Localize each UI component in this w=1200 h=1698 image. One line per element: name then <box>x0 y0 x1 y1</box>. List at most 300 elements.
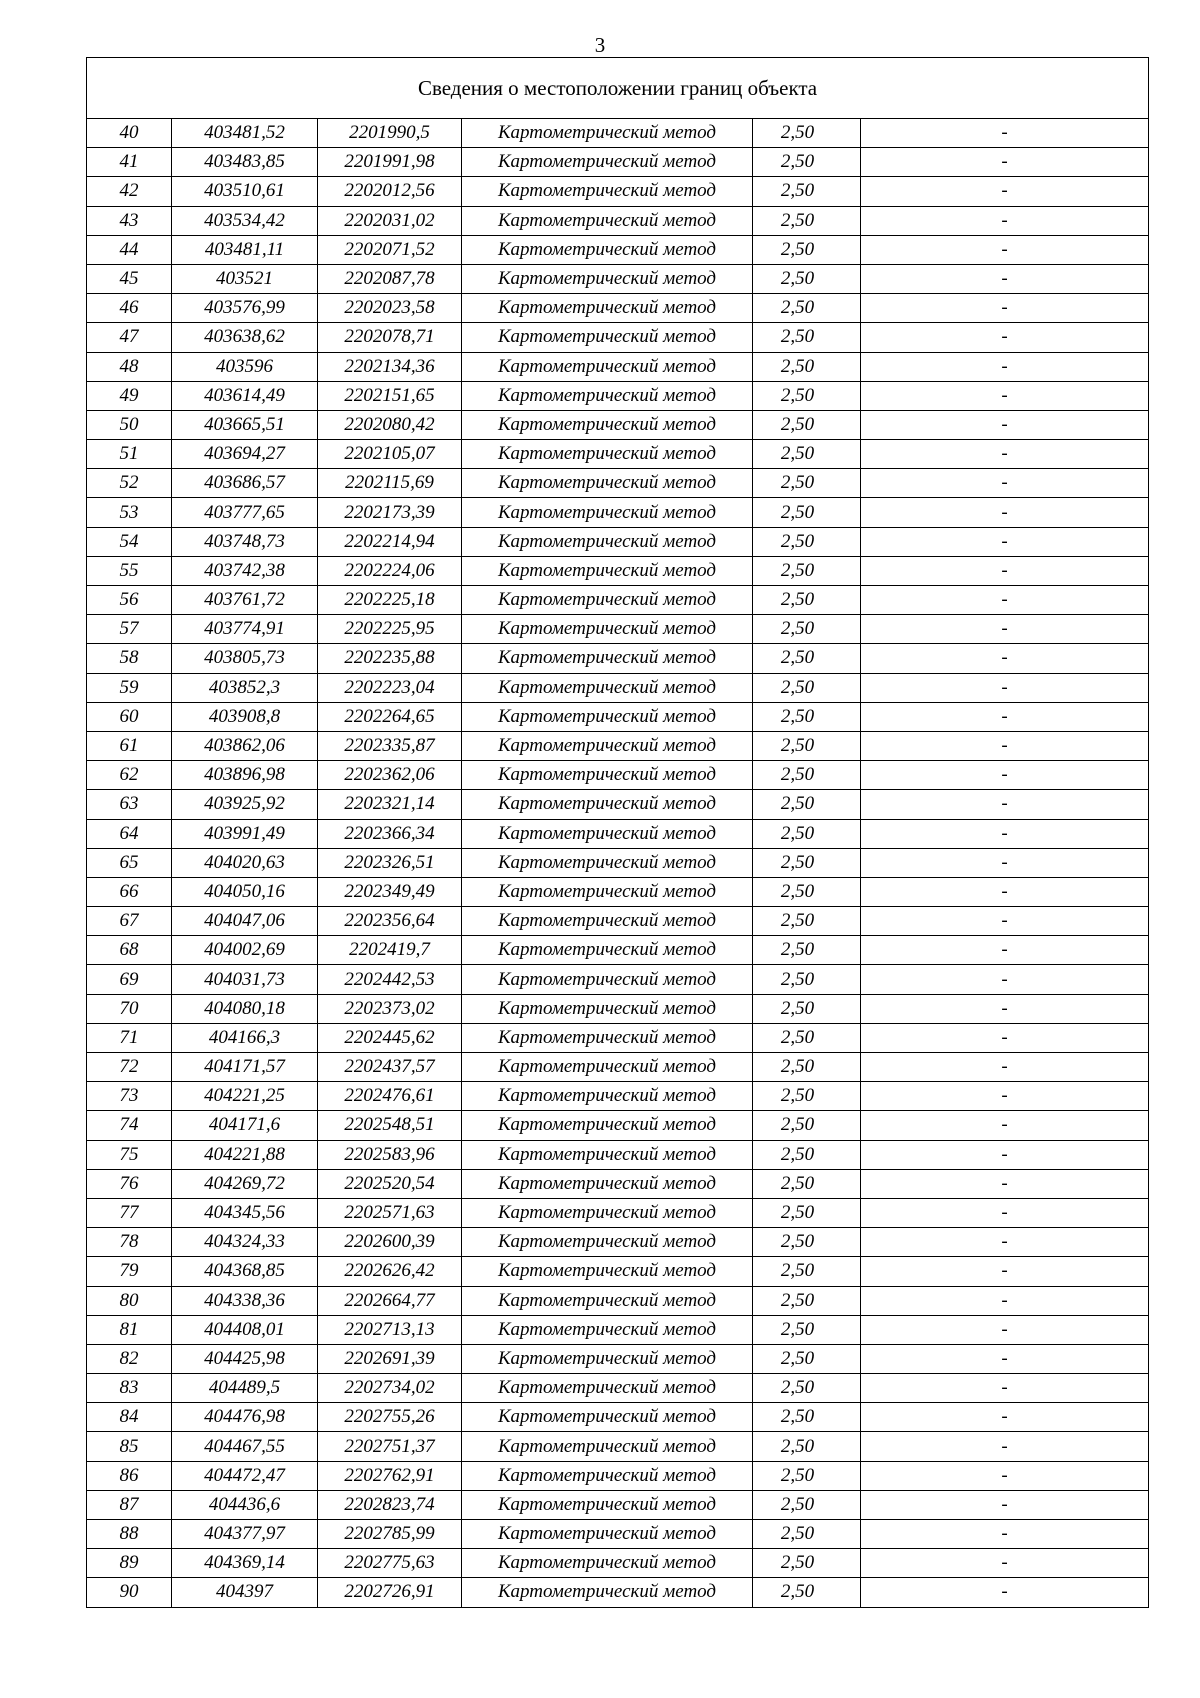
description-cell: - <box>861 1461 1149 1490</box>
accuracy-cell: 2,50 <box>753 1198 861 1227</box>
table-row <box>87 264 1149 293</box>
table-row <box>87 1549 1149 1578</box>
y-coordinate-cell: 2202419,7 <box>318 936 462 965</box>
x-coordinate-cell: 403761,72 <box>172 586 318 615</box>
description-cell: - <box>861 235 1149 264</box>
table-row <box>87 440 1149 469</box>
description-cell: - <box>861 615 1149 644</box>
accuracy-cell: 2,50 <box>753 410 861 439</box>
point-number-cell: 87 <box>87 1490 172 1519</box>
point-number-cell: 84 <box>87 1403 172 1432</box>
method-cell: Картометрический метод <box>462 907 753 936</box>
point-number-cell: 71 <box>87 1023 172 1052</box>
description-cell: - <box>861 673 1149 702</box>
point-number-cell: 81 <box>87 1315 172 1344</box>
point-number-cell: 83 <box>87 1374 172 1403</box>
y-coordinate-cell: 2202264,65 <box>318 702 462 731</box>
table-row <box>87 965 1149 994</box>
point-number-cell: 70 <box>87 994 172 1023</box>
method-cell: Картометрический метод <box>462 1286 753 1315</box>
y-coordinate-cell: 2202080,42 <box>318 410 462 439</box>
description-cell: - <box>861 702 1149 731</box>
description-cell: - <box>861 294 1149 323</box>
method-cell: Картометрический метод <box>462 527 753 556</box>
table-row <box>87 936 1149 965</box>
method-cell: Картометрический метод <box>462 819 753 848</box>
description-cell: - <box>861 323 1149 352</box>
description-cell: - <box>861 440 1149 469</box>
description-cell: - <box>861 206 1149 235</box>
accuracy-cell: 2,50 <box>753 1169 861 1198</box>
point-number-cell: 65 <box>87 848 172 877</box>
y-coordinate-cell: 2201990,5 <box>318 119 462 148</box>
x-coordinate-cell: 404377,97 <box>172 1520 318 1549</box>
table-row <box>87 410 1149 439</box>
table-row <box>87 294 1149 323</box>
method-cell: Картометрический метод <box>462 1257 753 1286</box>
x-coordinate-cell: 404324,33 <box>172 1228 318 1257</box>
description-cell: - <box>861 965 1149 994</box>
accuracy-cell: 2,50 <box>753 1111 861 1140</box>
accuracy-cell: 2,50 <box>753 936 861 965</box>
point-number-cell: 85 <box>87 1432 172 1461</box>
y-coordinate-cell: 2202326,51 <box>318 848 462 877</box>
point-number-cell: 56 <box>87 586 172 615</box>
table-row <box>87 731 1149 760</box>
point-number-cell: 76 <box>87 1169 172 1198</box>
x-coordinate-cell: 403614,49 <box>172 381 318 410</box>
description-cell: - <box>861 761 1149 790</box>
y-coordinate-cell: 2202115,69 <box>318 469 462 498</box>
accuracy-cell: 2,50 <box>753 615 861 644</box>
point-number-cell: 52 <box>87 469 172 498</box>
x-coordinate-cell: 404369,14 <box>172 1549 318 1578</box>
method-cell: Картометрический метод <box>462 1023 753 1052</box>
method-cell: Картометрический метод <box>462 1169 753 1198</box>
method-cell: Картометрический метод <box>462 1403 753 1432</box>
y-coordinate-cell: 2202335,87 <box>318 731 462 760</box>
point-number-cell: 74 <box>87 1111 172 1140</box>
x-coordinate-cell: 403481,11 <box>172 235 318 264</box>
point-number-cell: 90 <box>87 1578 172 1607</box>
method-cell: Картометрический метод <box>462 586 753 615</box>
accuracy-cell: 2,50 <box>753 294 861 323</box>
x-coordinate-cell: 403991,49 <box>172 819 318 848</box>
description-cell: - <box>861 352 1149 381</box>
x-coordinate-cell: 404020,63 <box>172 848 318 877</box>
point-number-cell: 79 <box>87 1257 172 1286</box>
table-row <box>87 586 1149 615</box>
point-number-cell: 43 <box>87 206 172 235</box>
y-coordinate-cell: 2202012,56 <box>318 177 462 206</box>
table-row <box>87 1169 1149 1198</box>
method-cell: Картометрический метод <box>462 469 753 498</box>
accuracy-cell: 2,50 <box>753 1490 861 1519</box>
table-row <box>87 1344 1149 1373</box>
description-cell: - <box>861 644 1149 673</box>
x-coordinate-cell: 403521 <box>172 264 318 293</box>
point-number-cell: 63 <box>87 790 172 819</box>
x-coordinate-cell: 403510,61 <box>172 177 318 206</box>
y-coordinate-cell: 2202437,57 <box>318 1053 462 1082</box>
accuracy-cell: 2,50 <box>753 381 861 410</box>
accuracy-cell: 2,50 <box>753 994 861 1023</box>
y-coordinate-cell: 2202755,26 <box>318 1403 462 1432</box>
y-coordinate-cell: 2202476,61 <box>318 1082 462 1111</box>
accuracy-cell: 2,50 <box>753 323 861 352</box>
accuracy-cell: 2,50 <box>753 1053 861 1082</box>
method-cell: Картометрический метод <box>462 1315 753 1344</box>
accuracy-cell: 2,50 <box>753 1403 861 1432</box>
point-number-cell: 42 <box>87 177 172 206</box>
table-row <box>87 381 1149 410</box>
description-cell: - <box>861 994 1149 1023</box>
point-number-cell: 46 <box>87 294 172 323</box>
x-coordinate-cell: 403896,98 <box>172 761 318 790</box>
method-cell: Картометрический метод <box>462 352 753 381</box>
accuracy-cell: 2,50 <box>753 848 861 877</box>
point-number-cell: 68 <box>87 936 172 965</box>
description-cell: - <box>861 1228 1149 1257</box>
accuracy-cell: 2,50 <box>753 731 861 760</box>
accuracy-cell: 2,50 <box>753 1520 861 1549</box>
method-cell: Картометрический метод <box>462 498 753 527</box>
description-cell: - <box>861 381 1149 410</box>
table-row <box>87 1315 1149 1344</box>
y-coordinate-cell: 2202214,94 <box>318 527 462 556</box>
description-cell: - <box>861 119 1149 148</box>
accuracy-cell: 2,50 <box>753 819 861 848</box>
table-row <box>87 1403 1149 1432</box>
table-row <box>87 1257 1149 1286</box>
description-cell: - <box>861 469 1149 498</box>
accuracy-cell: 2,50 <box>753 440 861 469</box>
accuracy-cell: 2,50 <box>753 1082 861 1111</box>
description-cell: - <box>861 1374 1149 1403</box>
x-coordinate-cell: 403483,85 <box>172 148 318 177</box>
y-coordinate-cell: 2202775,63 <box>318 1549 462 1578</box>
method-cell: Картометрический метод <box>462 673 753 702</box>
y-coordinate-cell: 2202785,99 <box>318 1520 462 1549</box>
accuracy-cell: 2,50 <box>753 907 861 936</box>
accuracy-cell: 2,50 <box>753 877 861 906</box>
x-coordinate-cell: 404476,98 <box>172 1403 318 1432</box>
x-coordinate-cell: 403638,62 <box>172 323 318 352</box>
description-cell: - <box>861 1257 1149 1286</box>
method-cell: Картометрический метод <box>462 556 753 585</box>
accuracy-cell: 2,50 <box>753 469 861 498</box>
x-coordinate-cell: 404171,6 <box>172 1111 318 1140</box>
x-coordinate-cell: 403534,42 <box>172 206 318 235</box>
accuracy-cell: 2,50 <box>753 1432 861 1461</box>
x-coordinate-cell: 404080,18 <box>172 994 318 1023</box>
table-row <box>87 761 1149 790</box>
y-coordinate-cell: 2202664,77 <box>318 1286 462 1315</box>
y-coordinate-cell: 2202734,02 <box>318 1374 462 1403</box>
table-row <box>87 177 1149 206</box>
point-number-cell: 75 <box>87 1140 172 1169</box>
method-cell: Картометрический метод <box>462 790 753 819</box>
table-row <box>87 1228 1149 1257</box>
table-title: Сведения о местоположении границ объекта <box>87 58 1149 119</box>
description-cell: - <box>861 586 1149 615</box>
y-coordinate-cell: 2202823,74 <box>318 1490 462 1519</box>
description-cell: - <box>861 1520 1149 1549</box>
method-cell: Картометрический метод <box>462 731 753 760</box>
point-number-cell: 86 <box>87 1461 172 1490</box>
description-cell: - <box>861 264 1149 293</box>
method-cell: Картометрический метод <box>462 1490 753 1519</box>
accuracy-cell: 2,50 <box>753 177 861 206</box>
point-number-cell: 78 <box>87 1228 172 1257</box>
x-coordinate-cell: 404166,3 <box>172 1023 318 1052</box>
description-cell: - <box>861 1403 1149 1432</box>
point-number-cell: 50 <box>87 410 172 439</box>
x-coordinate-cell: 404467,55 <box>172 1432 318 1461</box>
accuracy-cell: 2,50 <box>753 206 861 235</box>
description-cell: - <box>861 790 1149 819</box>
table-row <box>87 1140 1149 1169</box>
accuracy-cell: 2,50 <box>753 1344 861 1373</box>
description-cell: - <box>861 848 1149 877</box>
method-cell: Картометрический метод <box>462 1461 753 1490</box>
table-row <box>87 1198 1149 1227</box>
point-number-cell: 53 <box>87 498 172 527</box>
point-number-cell: 54 <box>87 527 172 556</box>
point-number-cell: 49 <box>87 381 172 410</box>
y-coordinate-cell: 2202105,07 <box>318 440 462 469</box>
x-coordinate-cell: 404489,5 <box>172 1374 318 1403</box>
accuracy-cell: 2,50 <box>753 1023 861 1052</box>
x-coordinate-cell: 404002,69 <box>172 936 318 965</box>
x-coordinate-cell: 404368,85 <box>172 1257 318 1286</box>
y-coordinate-cell: 2202762,91 <box>318 1461 462 1490</box>
y-coordinate-cell: 2202349,49 <box>318 877 462 906</box>
table-row <box>87 1490 1149 1519</box>
description-cell: - <box>861 1169 1149 1198</box>
accuracy-cell: 2,50 <box>753 527 861 556</box>
table-row <box>87 848 1149 877</box>
method-cell: Картометрический метод <box>462 1578 753 1607</box>
table-row <box>87 1578 1149 1607</box>
method-cell: Картометрический метод <box>462 206 753 235</box>
x-coordinate-cell: 404397 <box>172 1578 318 1607</box>
method-cell: Картометрический метод <box>462 1198 753 1227</box>
method-cell: Картометрический метод <box>462 1549 753 1578</box>
table-row <box>87 498 1149 527</box>
method-cell: Картометрический метод <box>462 381 753 410</box>
point-number-cell: 58 <box>87 644 172 673</box>
y-coordinate-cell: 2202713,13 <box>318 1315 462 1344</box>
x-coordinate-cell: 403665,51 <box>172 410 318 439</box>
table-row <box>87 907 1149 936</box>
accuracy-cell: 2,50 <box>753 1578 861 1607</box>
x-coordinate-cell: 403576,99 <box>172 294 318 323</box>
y-coordinate-cell: 2202321,14 <box>318 790 462 819</box>
table-row <box>87 323 1149 352</box>
y-coordinate-cell: 2202366,34 <box>318 819 462 848</box>
method-cell: Картометрический метод <box>462 761 753 790</box>
y-coordinate-cell: 2202225,95 <box>318 615 462 644</box>
point-number-cell: 69 <box>87 965 172 994</box>
table-row <box>87 819 1149 848</box>
y-coordinate-cell: 2202225,18 <box>318 586 462 615</box>
table-body <box>87 119 1149 1608</box>
method-cell: Картометрический метод <box>462 323 753 352</box>
point-number-cell: 62 <box>87 761 172 790</box>
description-cell: - <box>861 1140 1149 1169</box>
accuracy-cell: 2,50 <box>753 586 861 615</box>
table-row <box>87 235 1149 264</box>
accuracy-cell: 2,50 <box>753 1140 861 1169</box>
table-row <box>87 1023 1149 1052</box>
y-coordinate-cell: 2202023,58 <box>318 294 462 323</box>
y-coordinate-cell: 2202087,78 <box>318 264 462 293</box>
point-number-cell: 45 <box>87 264 172 293</box>
y-coordinate-cell: 2202134,36 <box>318 352 462 381</box>
point-number-cell: 47 <box>87 323 172 352</box>
accuracy-cell: 2,50 <box>753 235 861 264</box>
point-number-cell: 89 <box>87 1549 172 1578</box>
y-coordinate-cell: 2202751,37 <box>318 1432 462 1461</box>
description-cell: - <box>861 527 1149 556</box>
page-number: 3 <box>594 33 606 57</box>
y-coordinate-cell: 2202726,91 <box>318 1578 462 1607</box>
point-number-cell: 48 <box>87 352 172 381</box>
y-coordinate-cell: 2202173,39 <box>318 498 462 527</box>
point-number-cell: 64 <box>87 819 172 848</box>
method-cell: Картометрический метод <box>462 936 753 965</box>
description-cell: - <box>861 410 1149 439</box>
accuracy-cell: 2,50 <box>753 673 861 702</box>
description-cell: - <box>861 1432 1149 1461</box>
y-coordinate-cell: 2202078,71 <box>318 323 462 352</box>
description-cell: - <box>861 177 1149 206</box>
description-cell: - <box>861 1023 1149 1052</box>
y-coordinate-cell: 2202151,65 <box>318 381 462 410</box>
accuracy-cell: 2,50 <box>753 644 861 673</box>
x-coordinate-cell: 404221,88 <box>172 1140 318 1169</box>
y-coordinate-cell: 2202571,63 <box>318 1198 462 1227</box>
method-cell: Картометрический метод <box>462 177 753 206</box>
method-cell: Картометрический метод <box>462 1111 753 1140</box>
x-coordinate-cell: 403748,73 <box>172 527 318 556</box>
point-number-cell: 88 <box>87 1520 172 1549</box>
point-number-cell: 55 <box>87 556 172 585</box>
table-row <box>87 1461 1149 1490</box>
x-coordinate-cell: 404345,56 <box>172 1198 318 1227</box>
point-number-cell: 80 <box>87 1286 172 1315</box>
y-coordinate-cell: 2202583,96 <box>318 1140 462 1169</box>
description-cell: - <box>861 731 1149 760</box>
method-cell: Картометрический метод <box>462 294 753 323</box>
description-cell: - <box>861 936 1149 965</box>
y-coordinate-cell: 2202691,39 <box>318 1344 462 1373</box>
method-cell: Картометрический метод <box>462 235 753 264</box>
y-coordinate-cell: 2202223,04 <box>318 673 462 702</box>
y-coordinate-cell: 2202548,51 <box>318 1111 462 1140</box>
description-cell: - <box>861 819 1149 848</box>
table-row <box>87 556 1149 585</box>
method-cell: Картометрический метод <box>462 994 753 1023</box>
y-coordinate-cell: 2202235,88 <box>318 644 462 673</box>
method-cell: Картометрический метод <box>462 1344 753 1373</box>
description-cell: - <box>861 498 1149 527</box>
table-row <box>87 644 1149 673</box>
point-number-cell: 72 <box>87 1053 172 1082</box>
y-coordinate-cell: 2202071,52 <box>318 235 462 264</box>
table-row <box>87 352 1149 381</box>
description-cell: - <box>861 877 1149 906</box>
x-coordinate-cell: 403742,38 <box>172 556 318 585</box>
table-row <box>87 148 1149 177</box>
table-row <box>87 206 1149 235</box>
description-cell: - <box>861 556 1149 585</box>
accuracy-cell: 2,50 <box>753 1286 861 1315</box>
x-coordinate-cell: 403694,27 <box>172 440 318 469</box>
y-coordinate-cell: 2202442,53 <box>318 965 462 994</box>
table-row <box>87 1053 1149 1082</box>
y-coordinate-cell: 2201991,98 <box>318 148 462 177</box>
accuracy-cell: 2,50 <box>753 702 861 731</box>
y-coordinate-cell: 2202626,42 <box>318 1257 462 1286</box>
accuracy-cell: 2,50 <box>753 352 861 381</box>
table-row <box>87 615 1149 644</box>
point-number-cell: 82 <box>87 1344 172 1373</box>
accuracy-cell: 2,50 <box>753 790 861 819</box>
method-cell: Картометрический метод <box>462 644 753 673</box>
y-coordinate-cell: 2202356,64 <box>318 907 462 936</box>
point-number-cell: 40 <box>87 119 172 148</box>
table-row <box>87 877 1149 906</box>
method-cell: Картометрический метод <box>462 1520 753 1549</box>
accuracy-cell: 2,50 <box>753 148 861 177</box>
point-number-cell: 57 <box>87 615 172 644</box>
x-coordinate-cell: 403596 <box>172 352 318 381</box>
point-number-cell: 77 <box>87 1198 172 1227</box>
accuracy-cell: 2,50 <box>753 264 861 293</box>
accuracy-cell: 2,50 <box>753 1228 861 1257</box>
table-row <box>87 673 1149 702</box>
accuracy-cell: 2,50 <box>753 556 861 585</box>
description-cell: - <box>861 907 1149 936</box>
x-coordinate-cell: 403862,06 <box>172 731 318 760</box>
accuracy-cell: 2,50 <box>753 119 861 148</box>
x-coordinate-cell: 404408,01 <box>172 1315 318 1344</box>
method-cell: Картометрический метод <box>462 1140 753 1169</box>
y-coordinate-cell: 2202224,06 <box>318 556 462 585</box>
table-row <box>87 119 1149 148</box>
table-row <box>87 994 1149 1023</box>
description-cell: - <box>861 1578 1149 1607</box>
method-cell: Картометрический метод <box>462 1228 753 1257</box>
point-number-cell: 44 <box>87 235 172 264</box>
y-coordinate-cell: 2202031,02 <box>318 206 462 235</box>
x-coordinate-cell: 404425,98 <box>172 1344 318 1373</box>
y-coordinate-cell: 2202362,06 <box>318 761 462 790</box>
x-coordinate-cell: 404047,06 <box>172 907 318 936</box>
table-row <box>87 1432 1149 1461</box>
y-coordinate-cell: 2202600,39 <box>318 1228 462 1257</box>
description-cell: - <box>861 148 1149 177</box>
boundary-coordinates-table <box>86 57 1149 1608</box>
table-row <box>87 1520 1149 1549</box>
table-row <box>87 1111 1149 1140</box>
method-cell: Картометрический метод <box>462 410 753 439</box>
description-cell: - <box>861 1111 1149 1140</box>
x-coordinate-cell: 403686,57 <box>172 469 318 498</box>
point-number-cell: 61 <box>87 731 172 760</box>
